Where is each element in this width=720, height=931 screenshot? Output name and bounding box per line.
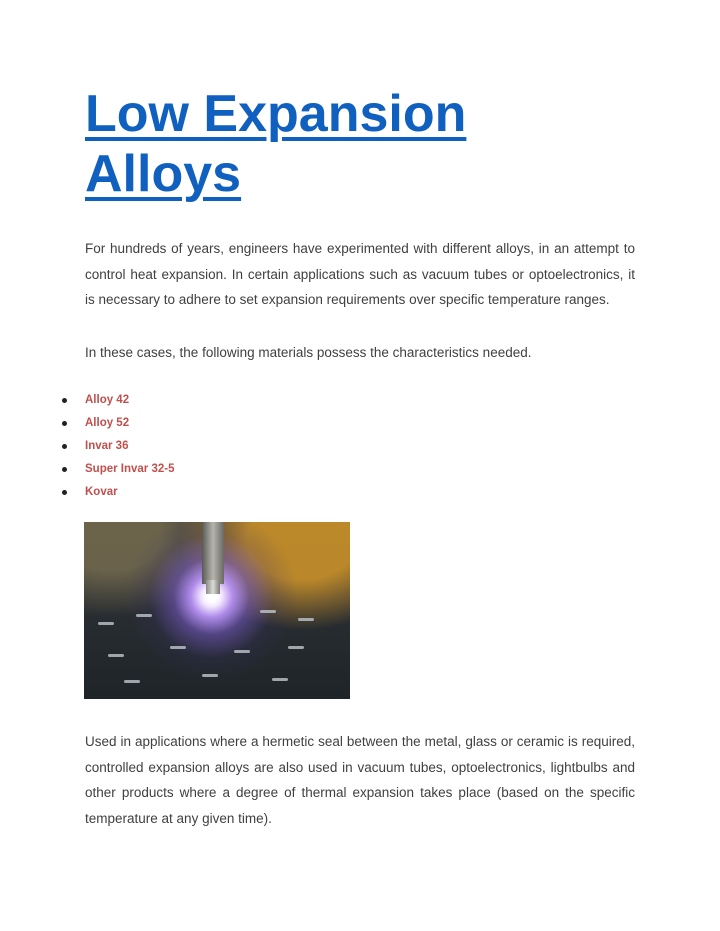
closing-paragraph: Used in applications where a hermetic seal between the metal, glass or ceramic is required, controlled expansion alloys are also used in vacuum tubes, optoelectronics, lightbulbs and other products where a degree of thermal expansion takes place (based on the specific temperature at any given time). <box>85 734 635 826</box>
bullet-icon <box>62 467 67 472</box>
title-line-2: Alloys <box>85 145 242 203</box>
torch-nozzle <box>202 522 224 584</box>
plate-slot <box>124 680 140 683</box>
bullet-icon <box>62 421 67 426</box>
list-item <box>62 481 174 504</box>
torch-tip <box>206 580 220 594</box>
alloy-link-alloy-52[interactable]: Alloy 52 <box>85 417 130 429</box>
list-item <box>62 435 174 458</box>
plate-slot <box>108 654 124 657</box>
alloy-link-kovar[interactable]: Kovar <box>85 486 118 498</box>
plate-slot <box>136 614 152 617</box>
alloy-link-super-invar[interactable]: Super Invar 32-5 <box>85 463 175 475</box>
plate-slot <box>98 622 114 625</box>
plate-slot <box>170 646 186 649</box>
list-item <box>62 412 174 435</box>
plasma-cutting-photo <box>84 522 350 699</box>
list-item <box>62 458 174 481</box>
alloy-link-alloy-42[interactable]: Alloy 42 <box>85 394 130 406</box>
plate-slot <box>202 674 218 677</box>
plate-slot <box>234 650 250 653</box>
bullet-icon <box>62 490 67 495</box>
plate-slot <box>260 610 276 613</box>
alloy-link-invar-36[interactable]: Invar 36 <box>85 440 129 452</box>
page-title <box>85 84 505 204</box>
intro-paragraph: For hundreds of years, engineers have experimented with different alloys, in an attempt to control heat expansion. In certain applications such as vacuum tubes or optoelectronics, it is necessary to adhere to set expansion requirements over specific temperature ranges. <box>85 241 635 307</box>
list-item <box>62 389 174 412</box>
bullet-icon <box>62 398 67 403</box>
plate-slot <box>298 618 314 621</box>
followup-paragraph: In these cases, the following materials possess the characteristics needed. <box>85 345 532 360</box>
plate-slot <box>272 678 288 681</box>
title-line-1: Low Expansion <box>85 85 467 143</box>
plate-slot <box>288 646 304 649</box>
alloy-list <box>62 389 174 504</box>
bullet-icon <box>62 444 67 449</box>
